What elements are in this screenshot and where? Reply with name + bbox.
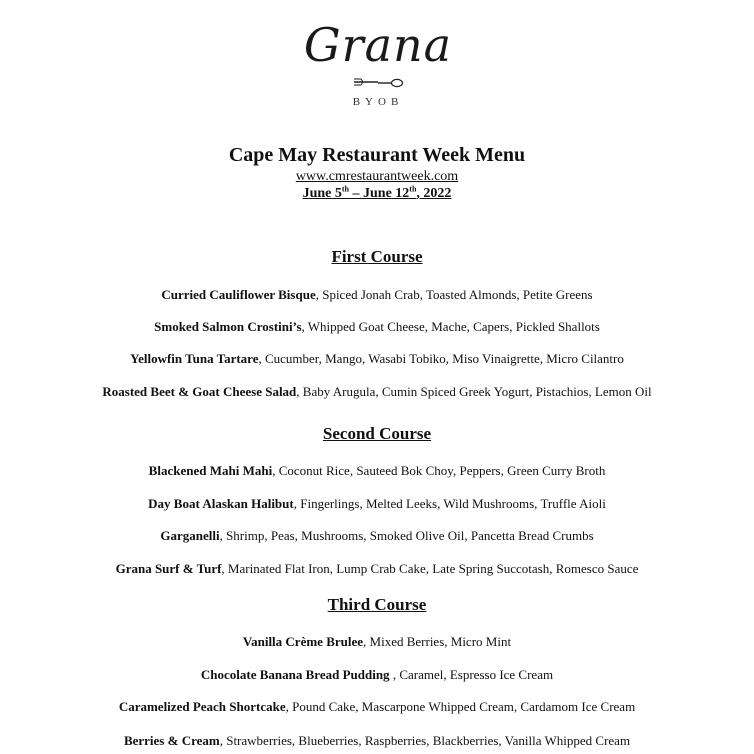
dish-name: Caramelized Peach Shortcake [118,699,286,714]
start-date: June 5 [302,186,342,201]
menu-item [0,384,754,400]
dish-description: , Caramel, Espresso Ice Cream [389,667,554,682]
dish-name: Grana Surf & Turf [115,561,222,576]
website-link[interactable]: www.cmrestaurantweek.com [295,169,459,184]
page-title: Cape May Restaurant Week Menu [228,144,526,166]
menu-item [0,287,754,303]
dish-name: Curried Cauliflower Bisque [161,287,316,302]
dish-name: Yellowfin Tuna Tartare [130,351,259,366]
fork-and-spoon-icon [352,72,404,92]
menu-item [0,699,754,715]
menu-item [0,319,754,335]
dish-description: , Fingerlings, Melted Leeks, Wild Mushrooms, Truffle Aioli [293,496,606,511]
dish-description: , Coconut Rice, Sauteed Bok Choy, Peppers, Green Curry Broth [272,463,606,478]
dish-name: Garganelli [160,528,220,543]
end-date-suffix: th [409,184,417,194]
dish-description: , Spiced Jonah Crab, Toasted Almonds, Petite Greens [315,287,593,302]
dish-description: , Whipped Goat Cheese, Mache, Capers, Pickled Shallots [301,319,600,334]
event-year: , 2022 [416,186,452,201]
menu-item [0,733,754,749]
logo-subtitle: BYOB [352,96,404,108]
dish-name: Berries & Cream [123,733,220,748]
dish-name: Chocolate Banana Bread Pudding [200,667,390,682]
restaurant-logo [300,10,456,110]
dish-description: , Cucumber, Mango, Wasabi Tobiko, Miso Vinaigrette, Micro Cilantro [258,351,624,366]
section-title-first-course: First Course [331,247,423,266]
menu-item [0,561,754,577]
dish-description: , Marinated Flat Iron, Lump Crab Cake, Late Spring Succotash, Romesco Sauce [221,561,639,576]
dish-name: Smoked Salmon Crostini’s [154,319,302,334]
menu-header [0,142,754,203]
date-separator: – [349,186,363,201]
dish-description: , Shrimp, Peas, Mushrooms, Smoked Olive Oil, Pancetta Bread Crumbs [219,528,594,543]
dish-name: Day Boat Alaskan Halibut [148,496,294,511]
menu-item [0,667,754,683]
dish-description: , Strawberries, Blueberries, Raspberries, Blackberries, Vanilla Whipped Cream [219,733,631,748]
section-title-third-course: Third Course [327,595,427,614]
dish-description: , Pound Cake, Mascarpone Whipped Cream, Cardamom Ice Cream [285,699,636,714]
section-title-second-course: Second Course [322,424,432,443]
menu-item [0,463,754,479]
dish-description: , Mixed Berries, Micro Mint [363,634,512,649]
logo-wordmark: Grana [303,18,453,72]
end-date: June 12 [363,186,410,201]
event-dates [0,185,754,203]
dish-description: , Baby Arugula, Cumin Spiced Greek Yogurt, Pistachios, Lemon Oil [296,384,652,399]
dish-name: Vanilla Crème Brulee [242,634,364,649]
menu-item [0,634,754,650]
dish-name: Roasted Beet & Goat Cheese Salad [102,384,297,399]
menu-item [0,351,754,367]
dish-name: Blackened Mahi Mahi [148,463,273,478]
menu-item [0,528,754,544]
menu-item [0,496,754,512]
start-date-suffix: th [341,184,349,194]
